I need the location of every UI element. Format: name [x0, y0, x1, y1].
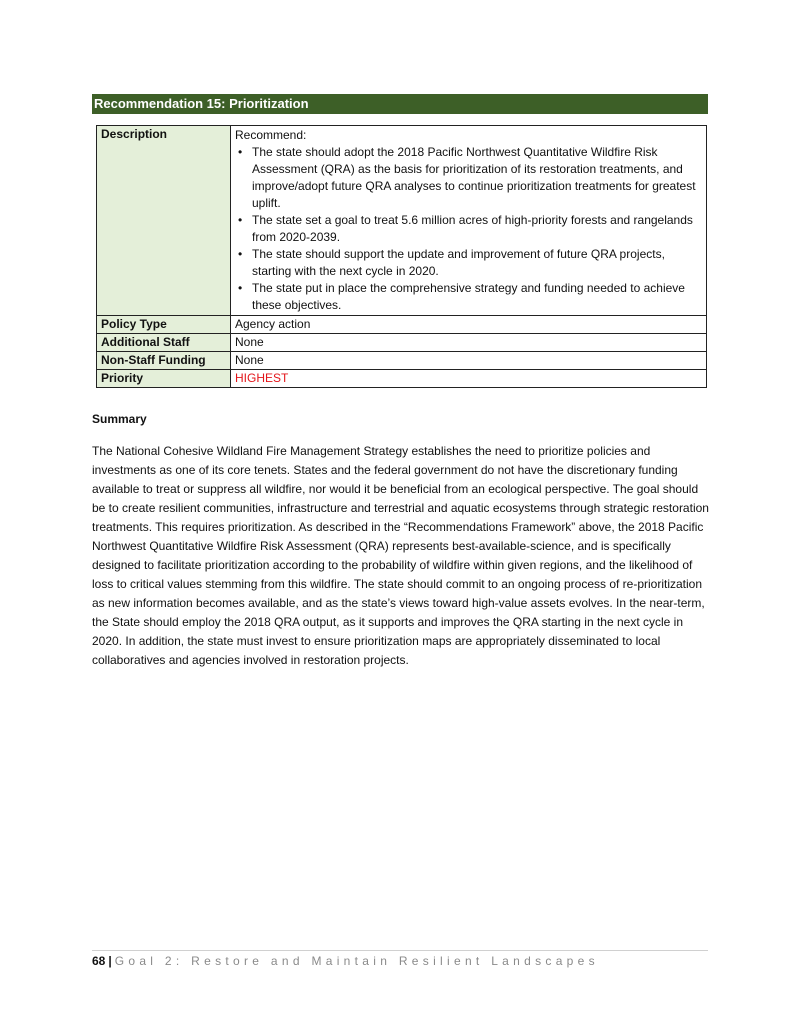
description-bullet: [235, 144, 702, 212]
description-value: [231, 126, 707, 316]
non-staff-funding-row: [97, 352, 707, 370]
bullet-text: The state set a goal to treat 5.6 million acres of high-priority forests and rangelands from 2020-2039.: [252, 213, 693, 244]
policy-type-label: Policy Type: [97, 316, 231, 334]
non-staff-funding-value: None: [231, 352, 707, 370]
page-footer: [92, 954, 599, 968]
policy-type-row: [97, 316, 707, 334]
description-bullet-list: [235, 144, 702, 314]
recommendation-title: Recommendation 15: Prioritization: [92, 94, 708, 114]
page-number: 68: [92, 954, 106, 968]
bullet-icon: •: [238, 145, 243, 159]
description-bullet: [235, 212, 702, 246]
priority-value: HIGHEST: [231, 370, 707, 388]
description-bullet: [235, 246, 702, 280]
additional-staff-value: None: [231, 334, 707, 352]
footer-separator: |: [108, 954, 112, 968]
description-label: Description: [97, 126, 231, 316]
priority-row: [97, 370, 707, 388]
non-staff-funding-label: Non-Staff Funding: [97, 352, 231, 370]
summary-paragraph: The National Cohesive Wildland Fire Management Strategy establishes the need to prioritize policies and investments as one of its core tenets. States and the federal government do not have the discretionary funding available to treat or suppress all wildfire, nor would it be beneficial from an ecological perspective. The goal should be to create resilient communities, infrastructure and terrestrial and aquatic ecosystems through strategic restoration treatments. This requires prioritization. As described in the “Recommendations Framework” above, the 2018 Pacific Northwest Quantitative Wildfire Risk Assessment (QRA) represents best-available-science, and is specifically designed to facilitate prioritization according to the probability of wildfire within given regions, and the likelihood of loss to critical values stemming from this wildfire. The state should commit to an ongoing process of re-prioritization as new information becomes available, and as the state’s views toward high-value assets evolves. In the near-term, the State should employ the 2018 QRA output, as it supports and improves the QRA starting in the next cycle in 2020. In addition, the state must invest to ensure prioritization maps are appropriately disseminated to local collaboratives and agencies involved in restoration projects.: [92, 444, 709, 667]
bullet-icon: •: [238, 281, 243, 295]
bullet-text: The state put in place the comprehensive strategy and funding needed to achieve these objectives.: [252, 281, 685, 312]
additional-staff-row: [97, 334, 707, 352]
summary-heading: Summary: [92, 412, 147, 426]
bullet-icon: •: [238, 213, 243, 227]
policy-type-value: Agency action: [231, 316, 707, 334]
priority-label: Priority: [97, 370, 231, 388]
bullet-icon: •: [238, 247, 243, 261]
additional-staff-label: Additional Staff: [97, 334, 231, 352]
description-intro: Recommend:: [235, 128, 307, 142]
footer-section-title: Goal 2: Restore and Maintain Resilient Landscapes: [114, 954, 599, 968]
description-bullet: [235, 280, 702, 314]
description-row: [97, 126, 707, 316]
bullet-text: The state should adopt the 2018 Pacific Northwest Quantitative Wildfire Risk Assessment (QRA) as the basis for prioritization of its restoration treatments, and improve/adopt future QRA analyses to continue prioritization treatments for greatest uplift.: [252, 145, 696, 210]
footer-divider: [92, 950, 708, 951]
bullet-text: The state should support the update and improvement of future QRA projects, starting with the next cycle in 2020.: [252, 247, 665, 278]
recommendation-table: [96, 125, 707, 388]
